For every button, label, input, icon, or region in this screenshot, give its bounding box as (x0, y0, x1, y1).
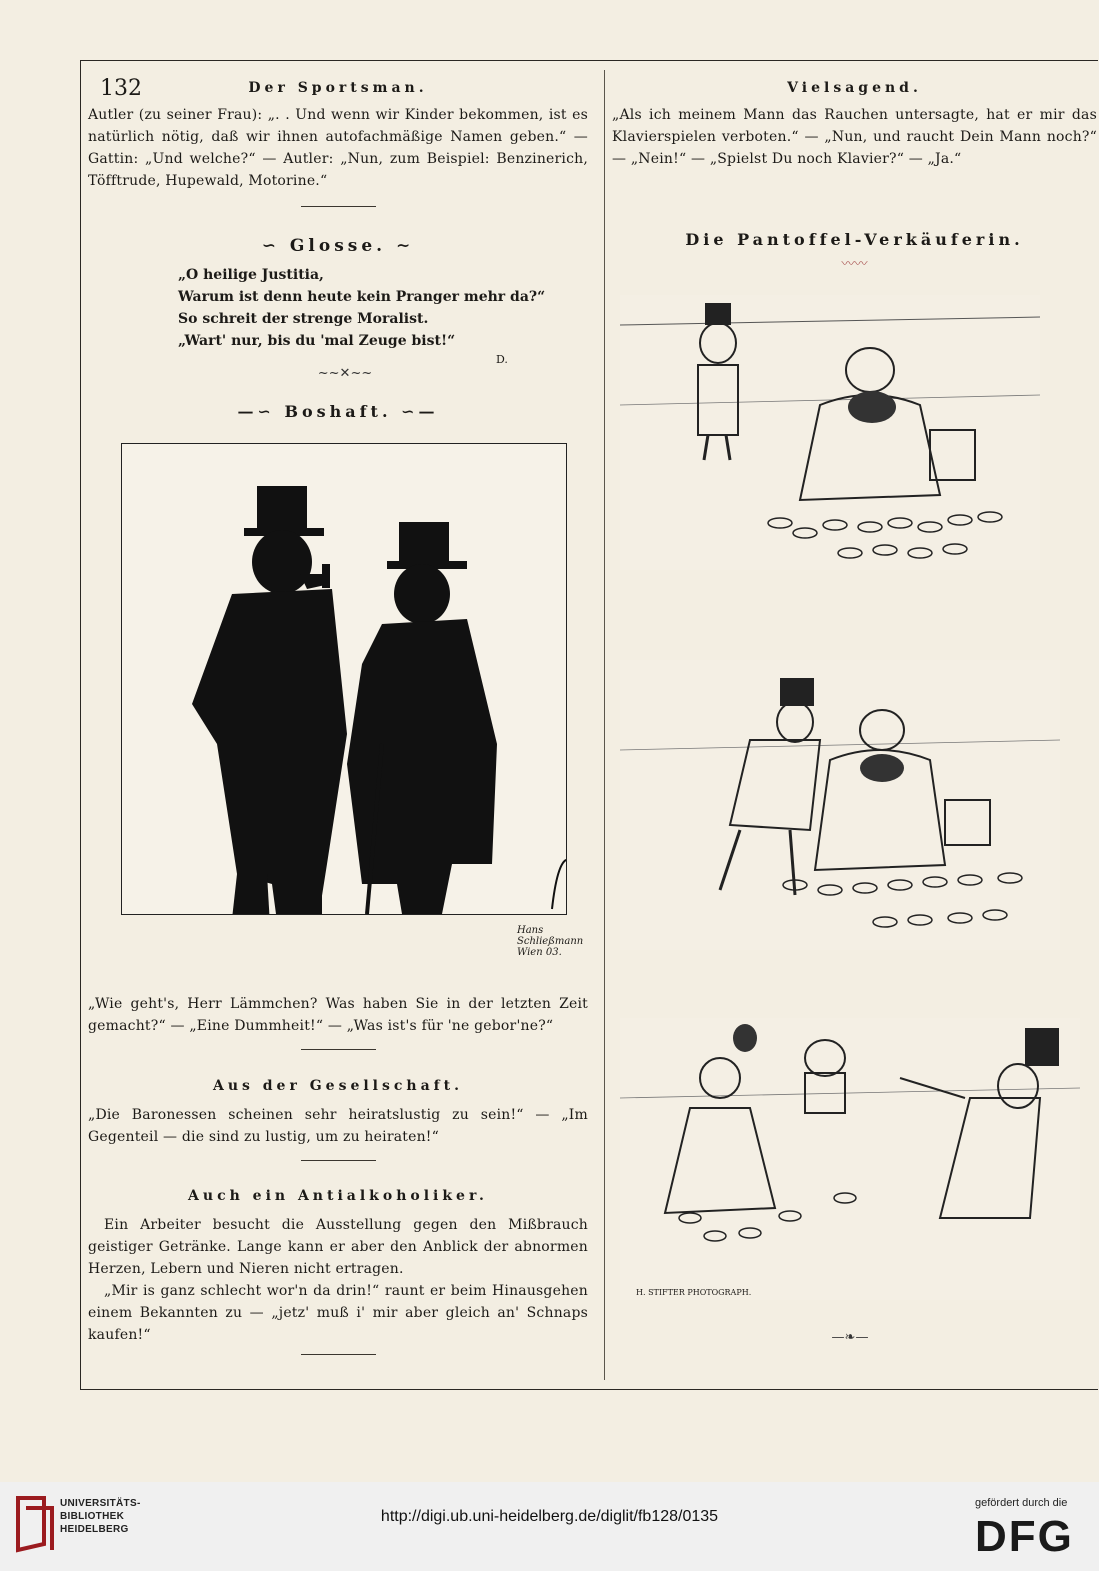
heading-glosse: ∽ Glosse. ∼ (261, 236, 415, 256)
section-glosse (88, 236, 588, 352)
heading-boshaft: —∽ Boshaft. ∽— (237, 402, 439, 421)
flourish-icon: ∼ (386, 236, 415, 256)
heading-sportsman: Der Sportsman. (248, 80, 428, 96)
flourish-icon: ∽— (391, 402, 439, 421)
shoe-seller-scene-3 (620, 1018, 1080, 1300)
section-boshaft-caption (88, 993, 588, 1050)
separator-rule (301, 1160, 376, 1161)
library-name: UNIVERSITÄTS- BIBLIOTHEK HEIDELBERG (60, 1498, 141, 1535)
column-divider (604, 70, 605, 1380)
library-logo[interactable] (14, 1494, 56, 1558)
section-antialkoholiker (88, 1188, 588, 1355)
section-boshaft-heading (88, 402, 588, 421)
text-antialkoholiker-2: „Mir is ganz schlecht wor'n da drin!“ raunt er beim Hinausgehen einem Bekannten zu — „jetz' muß i' mir aber gleich an' Schnaps kaufen!“ (88, 1283, 588, 1343)
caption-boshaft: „Wie geht's, Herr Lämmchen? Was haben Sie in der letzten Zeit gemacht?“ — „Eine Dummheit!“ — „Was ist's für 'ne gebor'ne?“ (88, 996, 588, 1034)
poem-glosse (178, 264, 588, 352)
section-gesellschaft (88, 1078, 588, 1161)
page-number: 132 (100, 76, 142, 101)
separator-rule (301, 1354, 376, 1355)
cartoon-panel-2 (620, 660, 1060, 950)
signature-glosse: D. (496, 353, 508, 366)
shoe-seller-scene-1 (620, 295, 1040, 570)
cartoon-panel-3 (620, 1018, 1080, 1300)
section-vielsagend (612, 80, 1097, 170)
two-gentlemen-silhouette (122, 444, 566, 914)
separator-rule (301, 206, 376, 207)
cartoon-panel-1 (620, 295, 1040, 570)
ornament-divider: ~~✕~~ (317, 366, 373, 381)
ornament-divider: —❧— (831, 1330, 869, 1345)
text-gesellschaft: „Die Baronessen scheinen sehr heiratslustig zu sein!“ — „Im Gegenteil — die sind zu lustig, um zu heiraten!“ (88, 1107, 588, 1145)
shoe-seller-scene-2 (620, 660, 1060, 950)
text-vielsagend: „Als ich meinem Mann das Rauchen untersagte, hat er mir das Klavierspielen verboten.“ — „Nun, und raucht Dein Mann noch?“ — „Nein!“ — „Spielst Du noch Klavier?“ — „Ja.“ (612, 107, 1097, 167)
silhouette-illustration (121, 443, 567, 915)
heading-gesellschaft: Aus der Gesellschaft. (212, 1078, 464, 1094)
poem-line: „O heilige Justitia, (178, 267, 324, 283)
text-antialkoholiker-1: Ein Arbeiter besucht die Ausstellung gegen den Mißbrauch geistiger Getränke. Lange kann er aber den Anblick der abnormen Herzen, Lebern und Nieren nicht ertragen. (88, 1217, 588, 1277)
flourish-icon: —∽ (237, 402, 285, 421)
artist-signature: H. STIFTER PHOTOGRAPH. (636, 1288, 752, 1297)
permalink-url[interactable]: http://digi.ub.uni-heidelberg.de/diglit/fb128/0135 (380, 1508, 719, 1525)
heading-pantoffel: Die Pantoffel-Verkäuferin. (685, 230, 1024, 249)
flourish-icon: ∽ (261, 236, 290, 256)
heading-vielsagend: Vielsagend. (787, 80, 922, 96)
ornament-wave: 〰〰 (841, 257, 868, 272)
section-sportsman (88, 80, 588, 207)
dfg-logo[interactable]: DFG (975, 1512, 1074, 1561)
artist-signature: Hans Schließmann Wien 03. (517, 925, 584, 958)
heading-antialkoholiker: Auch ein Antialkoholiker. (188, 1188, 488, 1204)
poem-line: „Wart' nur, bis du 'mal Zeuge bist!“ (178, 333, 456, 349)
funding-note: gefördert durch die (975, 1497, 1068, 1509)
section-pantoffel (612, 230, 1097, 272)
poem-line: So schreit der strenge Moralist. (178, 311, 429, 327)
separator-rule (301, 1049, 376, 1050)
text-sportsman: Autler (zu seiner Frau): „. . Und wenn wir Kinder bekommen, ist es natürlich nötig, daß wir ihnen autofachmäßige Namen geben.“ — Gattin: „Und welche?“ — Autler: „Nun, zum Beispiel: Benzinerich, Töfftrude, Hupewald, Motorine.“ (88, 107, 588, 189)
poem-line: Warum ist denn heute kein Pranger mehr da?“ (178, 289, 546, 305)
viewer-footer (0, 1482, 1099, 1571)
